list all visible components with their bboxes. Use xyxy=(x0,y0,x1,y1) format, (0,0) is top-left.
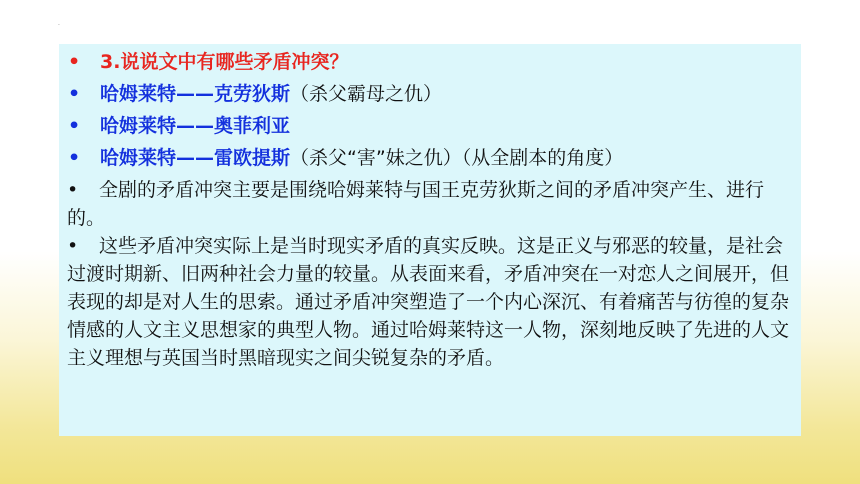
conflict-pair: 哈姆莱特——奥菲利亚 xyxy=(100,115,291,137)
content-panel xyxy=(59,44,801,436)
conflict-pair: 哈姆莱特——克劳狄斯 xyxy=(100,83,291,105)
bullet-icon: • xyxy=(68,51,81,73)
paragraph-2-text: 这些矛盾冲突实际上是当时现实矛盾的真实反映。这是正义与邪恶的较量，是社会过渡时期新、旧两种社会力量的较量。从表面来看，矛盾冲突在一对恋人之间展开，但表现的却是对人生的思索。通过矛盾冲突塑造了一个内心深沉、有着痛苦与彷徨的复杂情感的人文主义思想家的典型人物。通过哈姆莱特这一人物，深刻地反映了先进的人文主义理想与英国当时黑暗现实之间尖锐复杂的矛盾。 xyxy=(67,235,790,369)
bullet-icon: • xyxy=(67,235,79,257)
paragraph-1 xyxy=(67,176,799,232)
paragraph-1-text: 全剧的矛盾冲突主要是围绕哈姆莱特与国王克劳狄斯之间的矛盾冲突产生、进行的。 xyxy=(67,179,765,229)
conflict-pair: 哈姆莱特——雷欧提斯 xyxy=(100,147,291,169)
paragraph-2 xyxy=(67,232,799,372)
conflict-text xyxy=(100,80,442,108)
bullet-icon: • xyxy=(68,83,81,105)
conflict-note: （杀父霸母之仇） xyxy=(290,83,443,105)
bullet-icon: • xyxy=(67,179,79,201)
conflict-note: （杀父“害”妹之仇）（从全剧本的角度） xyxy=(290,147,624,169)
conflict-text xyxy=(100,112,290,140)
bullet-icon: • xyxy=(68,147,81,169)
corner-mark: . xyxy=(58,20,60,27)
question-text: 3.说说文中有哪些矛盾冲突？ xyxy=(100,51,349,73)
bullet-icon: • xyxy=(68,115,81,137)
conflict-text xyxy=(100,144,623,172)
